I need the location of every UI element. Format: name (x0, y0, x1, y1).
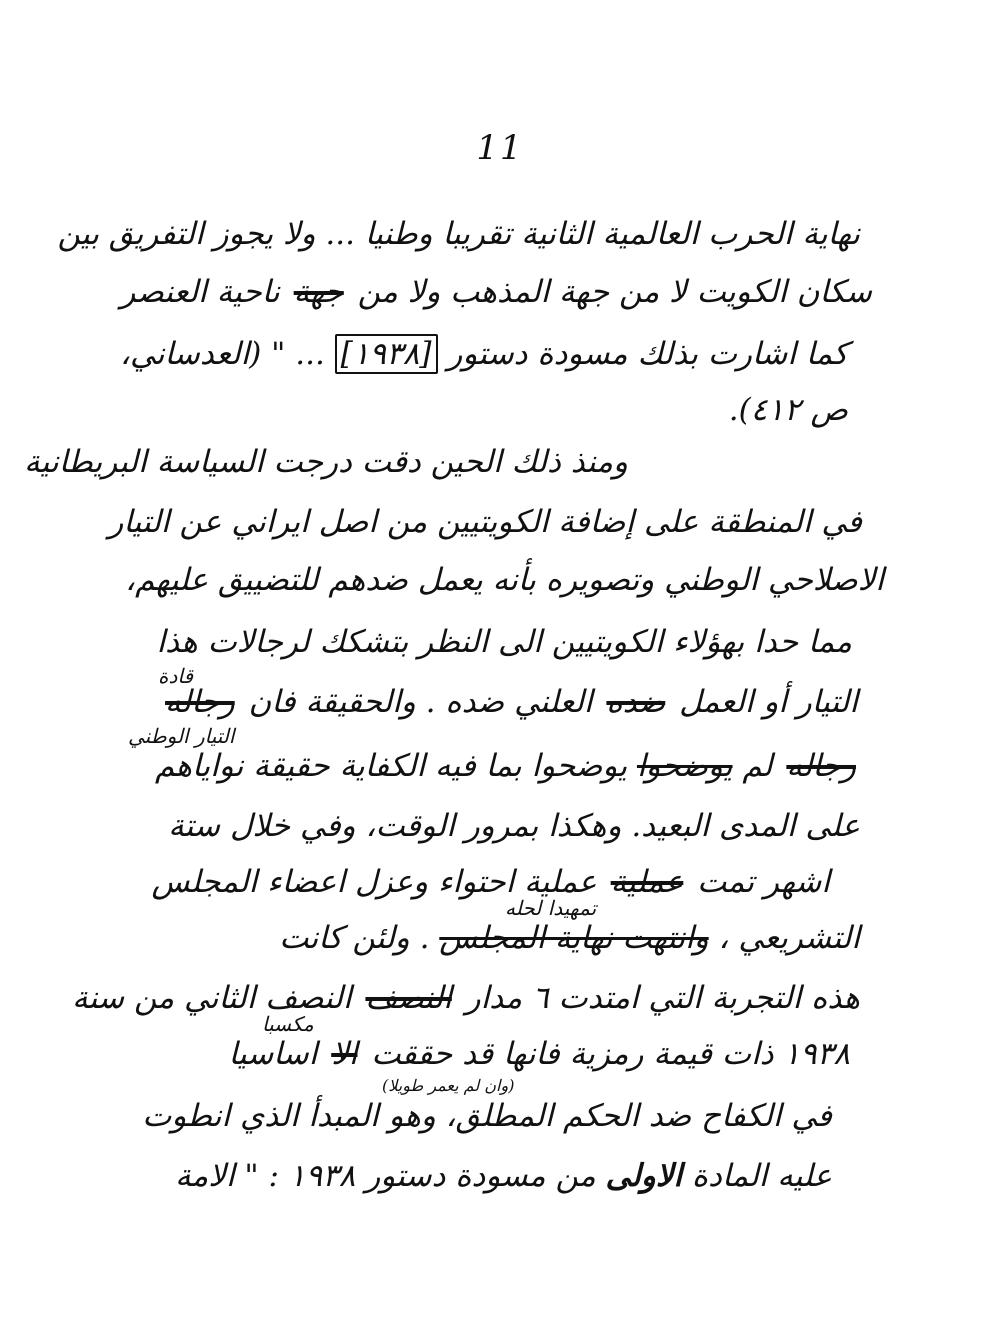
text-line-7 (125, 560, 884, 600)
text-line-5 (24, 442, 628, 482)
line-10-scribbled-word: رجاله (786, 748, 856, 784)
line-4-part-1: ص ٤١٢). (728, 392, 848, 428)
line-12-part-3: عملية احتواء وعزل اعضاء المجلس (151, 864, 607, 900)
line-6-part-1: في المنطقة على إضافة الكويتيين من اصل ايراني عن التيار (108, 504, 862, 540)
text-line-1 (57, 214, 860, 254)
text-line-8 (156, 622, 852, 662)
insertion-above-line-10: التيار الوطني (128, 724, 235, 748)
text-line-6 (108, 502, 862, 542)
text-line-10 (155, 746, 860, 786)
line-3-part-3: ... " (العدساني، (120, 336, 335, 372)
line-14-part-1: هذه التجربة التي امتدت ٦ مدار (455, 980, 860, 1016)
text-line-14 (72, 978, 860, 1018)
line-3-boxed-year: [١٩٣٨] (335, 334, 438, 374)
text-line-4 (729, 390, 848, 430)
line-17-part-3: من مسودة دستور ١٩٣٨ : " الامة (175, 1158, 606, 1194)
line-17-part-1: عليه المادة (682, 1158, 832, 1194)
line-17-bold-word: الاولى (605, 1158, 683, 1194)
line-15-part-3: اساسيا (228, 1036, 328, 1072)
line-14-scribbled-word: النصف (365, 980, 452, 1016)
line-1-part-1: نهاية الحرب العالمية الثانية تقريبا وطنيا ... ولا يجوز التفريق بين (57, 216, 860, 252)
line-10-struck-word: يوضحوا (636, 748, 733, 784)
text-line-2 (120, 272, 872, 312)
line-2-scribbled-word: جهة (293, 274, 344, 310)
text-line-16 (142, 1096, 832, 1136)
line-10-part-4: يوضحوا بما فيه الكفاية حقيقة نواياهم (155, 748, 637, 784)
line-2-part-3: ناحية العنصر (120, 274, 290, 310)
insertion-above-line-15: مكسبا (262, 1012, 314, 1036)
line-8-part-1: مما حدا بهؤلاء الكويتيين الى النظر بتشكك لرجالات هذا (156, 624, 852, 660)
text-line-9 (161, 682, 858, 722)
line-5-part-1: ومنذ ذلك الحين دقت درجت السياسة البريطانية (24, 444, 628, 480)
line-9-scribbled-word-1: ضده (606, 684, 666, 720)
line-3-part-1: كما اشارت بذلك مسودة دستور (437, 336, 848, 372)
line-9-scribbled-word-2: رجاله (165, 684, 235, 720)
insertion-above-line-9: قادة (158, 664, 194, 688)
text-line-13 (279, 918, 860, 958)
line-11-part-1: على المدى البعيد. وهكذا بمرور الوقت، وفي خلال ستة (168, 808, 860, 844)
page-number: 11 (476, 128, 524, 168)
text-line-17 (175, 1156, 832, 1196)
text-line-15 (229, 1034, 850, 1074)
line-14-part-3: النصف الثاني من سنة (72, 980, 362, 1016)
line-2-part-1: سكان الكويت لا من جهة المذهب ولا من (347, 274, 872, 310)
line-7-part-1: الاصلاحي الوطني وتصويره بأنه يعمل ضدهم للتضييق عليهم، (125, 562, 884, 598)
line-9-part-1: التيار أو العمل (669, 684, 858, 720)
insertion-above-line-13: تمهيدا لحله (505, 896, 597, 920)
line-12-part-1: اشهر تمت (687, 864, 830, 900)
line-13-part-3: . ولئن كانت (279, 920, 440, 956)
line-13-struck-phrase: وانتهت نهاية المجلس (439, 920, 709, 956)
text-line-12 (152, 862, 831, 902)
line-9-part-3: العلني ضده . والحقيقة فان (238, 684, 603, 720)
text-line-11 (168, 806, 860, 846)
line-12-scribbled-word: عملية (610, 864, 684, 900)
line-10-part-2: لم (732, 748, 783, 784)
line-15-part-1: ١٩٣٨ ذات قيمة رمزية فانها قد حققت (361, 1036, 850, 1072)
insertion-above-line-16: (وان لم يعمر طويلا) (382, 1076, 515, 1095)
line-15-scribbled-word: الا (331, 1036, 358, 1072)
line-13-part-1: التشريعي ، (708, 920, 860, 956)
text-line-3 (120, 334, 848, 374)
line-16-part-1: في الكفاح ضد الحكم المطلق، وهو المبدأ الذي انطوت (142, 1098, 832, 1134)
